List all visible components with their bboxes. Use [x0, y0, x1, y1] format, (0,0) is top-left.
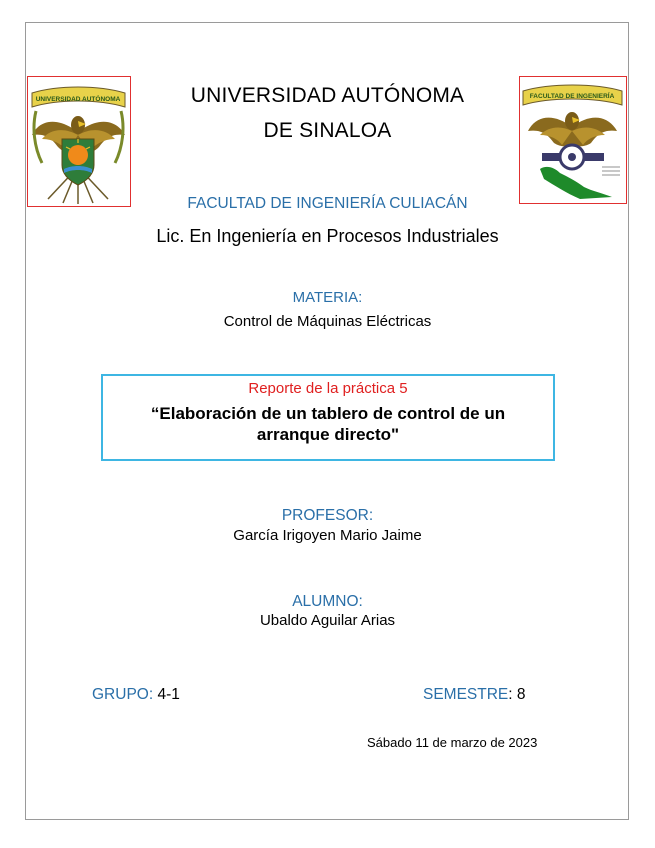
report-date: Sábado 11 de marzo de 2023: [367, 735, 538, 750]
semester-label: SEMESTRE: [423, 686, 509, 703]
report-title-line1: “Elaboración de un tablero de control de un: [150, 404, 506, 423]
group-label: GRUPO:: [92, 686, 154, 703]
professor-label: PROFESOR:: [281, 507, 374, 524]
subject-label: MATERIA:: [292, 289, 363, 306]
student-name: Ubaldo Aguilar Arias: [259, 612, 396, 629]
subject-value: Control de Máquinas Eléctricas: [223, 313, 432, 330]
faculty-name: FACULTAD DE INGENIERÍA CULIACÁN: [187, 195, 468, 212]
left-logo-banner-text: UNIVERSIDAD AUTÓNOMA: [35, 96, 121, 103]
report-label: Reporte de la práctica 5: [248, 380, 408, 397]
professor-name: García Irigoyen Mario Jaime: [233, 527, 422, 544]
group-value: 4-1: [153, 686, 180, 703]
university-name-line1: UNIVERSIDAD AUTÓNOMA: [190, 84, 465, 107]
right-logo-banner-text: FACULTAD DE INGENIERÍA: [529, 93, 615, 100]
university-name: [0, 78, 655, 148]
semester-field: [423, 686, 526, 704]
report-title: [103, 403, 553, 445]
report-box: [101, 374, 555, 461]
report-title-line2: arranque directo": [256, 425, 400, 444]
university-name-line2: DE SINALOA: [263, 119, 392, 142]
semester-value: : 8: [508, 686, 526, 703]
student-label: ALUMNO:: [292, 593, 363, 610]
degree-name: Lic. En Ingeniería en Procesos Industriales: [156, 226, 499, 246]
group-field: [92, 686, 180, 704]
